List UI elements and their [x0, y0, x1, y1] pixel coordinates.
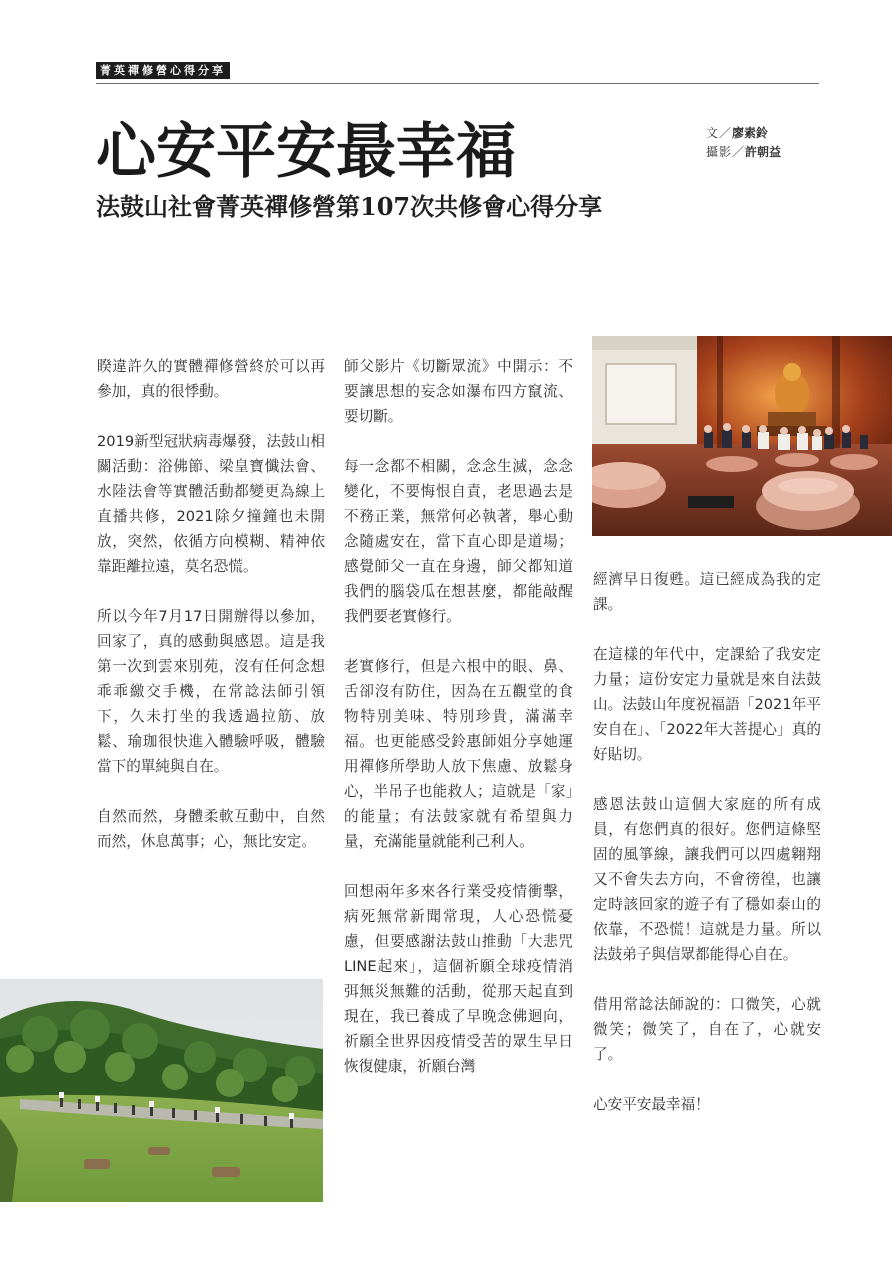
- paragraph: 借用常諗法師說的：口微笑，心就微笑；微笑了，自在了，心就安了。: [593, 996, 821, 1063]
- photographer-name: 許朝益: [745, 145, 782, 159]
- writer-credit: [706, 124, 781, 143]
- paragraph: 經濟早日復甦。這已經成為我的定課。: [593, 571, 821, 613]
- paragraph: 回想兩年多來各行業受疫情衝擊，病死無常新聞常現，人心恐慌憂慮，但要感謝法鼓山推動「大悲咒LINE起來」，這個祈願全球疫情消弭無災無難的活動，從那天起直到現在，我已養成了早晚念佛迴向，祈願全世界因疫情受苦的眾生早日恢復健康，祈願台灣: [344, 883, 573, 1075]
- meditation-hall-illustration: [592, 336, 892, 536]
- paragraph: 感恩法鼓山這個大家庭的所有成員，有您們真的很好。您們這條堅固的風箏線，讓我們可以四處翱翔又不會失去方向，不會徬徨，也讓定時該回家的遊子有了穩如泰山的依靠，不恐慌！這就是力量。所以法鼓弟子與信眾都能得心自在。: [593, 796, 821, 963]
- walking-meditation-illustration: [0, 979, 323, 1202]
- article-title: 心安平安最幸福: [96, 117, 516, 187]
- section-tag: 菁英禪修營心得分享: [96, 62, 230, 79]
- writer-name: 廖素鈴: [732, 126, 769, 140]
- paragraph: 2019新型冠狀病毒爆發，法鼓山相關活動：浴佛節、梁皇寶懺法會、水陸法會等實體活動都變更為線上直播共修，2021除夕撞鐘也未開放，突然，依循方向模糊、精神依靠距離拉遠，莫名恐慌。: [97, 433, 325, 575]
- paragraph: 師父影片《切斷眾流》中開示：不要讓思想的妄念如瀑布四方竄流、要切斷。: [344, 358, 573, 425]
- column-2: [344, 354, 573, 1104]
- paragraph: 睽違許久的實體禪修營終於可以再參加，真的很悸動。: [97, 358, 325, 400]
- column-1: [97, 354, 325, 879]
- photographer-label: 攝影／: [706, 145, 746, 159]
- column-3: [593, 567, 821, 1142]
- meditation-hall-photo: [592, 336, 892, 536]
- paragraph: 所以今年7月17日開辦得以參加，回家了，真的感動與感恩。這是我第一次到雲來別苑，沒有任何念想乖乖繳交手機，在常諗法師引領下，久未打坐的我透過拉筋、放鬆、瑜珈很快進入體驗呼吸，體驗當下的單純與自在。: [97, 608, 325, 775]
- paragraph: 自然而然，身體柔軟互動中，自然而然，休息萬事；心，無比安定。: [97, 808, 325, 850]
- writer-label: 文／: [706, 126, 733, 140]
- walking-meditation-photo: [0, 979, 323, 1202]
- paragraph: 心安平安最幸福！: [593, 1096, 710, 1113]
- paragraph: 老實修行，但是六根中的眼、鼻、舌卻沒有防住，因為在五觀堂的食物特別美味、特別珍貴，滿滿幸福。也更能感受鈴惠師姐分享她運用禪修所學助人放下焦慮、放鬆身心，半吊子也能救人；這就是「家」的能量；有法鼓家就有希望與力量，充滿能量就能利己利人。: [344, 658, 573, 850]
- paragraph: 每一念都不相關，念念生滅，念念變化，不要悔恨自責，老思過去是不務正業，無常何必執著，舉心動念隨處安在，當下直心即是道場；感覺師父一直在身邊，師父都知道我們的腦袋瓜在想甚麼，都能敲醒我們要老實修行。: [344, 458, 573, 625]
- article-credits: [706, 124, 781, 162]
- header-rule: [96, 83, 819, 84]
- article-subtitle: 法鼓山社會菁英禪修營第107次共修會心得分享: [96, 192, 603, 221]
- photo-credit: [706, 143, 781, 162]
- paragraph: 在這樣的年代中，定課給了我安定力量；這份安定力量就是來自法鼓山。法鼓山年度祝福語「2021年平安自在」、「2022年大菩提心」真的好貼切。: [593, 646, 821, 763]
